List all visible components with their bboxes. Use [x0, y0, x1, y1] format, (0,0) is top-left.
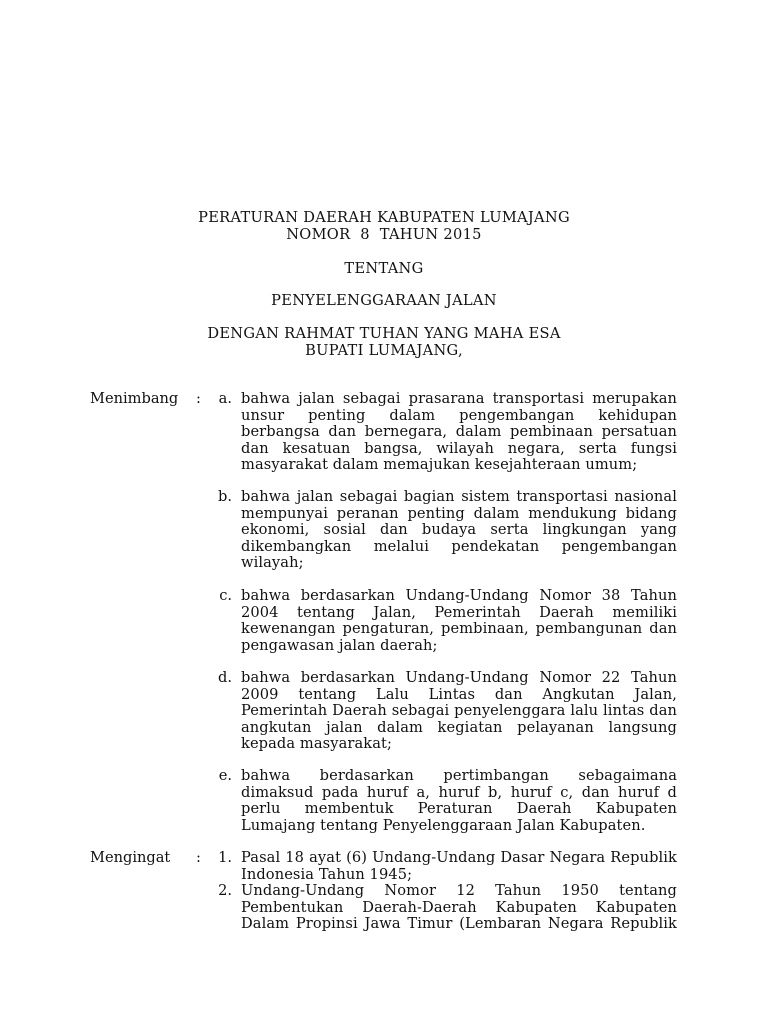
- menimbang-colon: :: [196, 390, 201, 407]
- item-text: Undang-Undang Nomor 12 Tahun 1950 tentang Pembentukan Daerah-Daerah Kabupaten Kabupaten Dalam Propinsi Jawa Timur (Lembaran Negara Republik: [241, 883, 677, 932]
- mengingat-label: Mengingat: [90, 849, 171, 866]
- item-text: bahwa jalan sebagai bagian sistem transportasi nasional mempunyai peranan penting dalam mendukung bidang ekonomi, sosial dan budaya serta lingkungan yang dikembangkan melalui pendekatan pengembangan wilayah;: [241, 488, 677, 571]
- item-text: Pasal 18 ayat (6) Undang-Undang Dasar Negara Republik Indonesia Tahun 1945;: [241, 849, 677, 883]
- item-text: bahwa jalan sebagai prasarana transportasi merupakan unsur penting dalam pengembangan kehidupan berbangsa dan bernegara, dalam pembinaan persatuan dan kesatuan bangsa, wilayah negara, serta fungsi masyarakat dalam memajukan kesejahteraan umum;: [241, 390, 677, 473]
- item-text: bahwa berdasarkan Undang-Undang Nomor 22 Tahun 2009 tentang Lalu Lintas dan Angkutan Jalan, Pemerintah Daerah sebagai penyelenggara lalu lintas dan angkutan jalan dalam kegiatan pelayanan langsung kepada masyarakat;: [241, 669, 677, 752]
- subject-label: PENYELENGGARAAN JALAN: [271, 292, 497, 309]
- item-marker: e.: [218, 767, 232, 784]
- item-marker: a.: [218, 390, 232, 407]
- subject-heading: [0, 292, 768, 309]
- item-marker: c.: [219, 587, 232, 604]
- item-text: bahwa berdasarkan pertimbangan sebagaimana dimaksud pada huruf a, huruf b, huruf c, dan huruf d perlu membentuk Peraturan Daerah Kabupaten Lumajang tentang Penyelenggaraan Jalan Kabupaten.: [241, 767, 677, 834]
- item-text: bahwa berdasarkan Undang-Undang Nomor 38 Tahun 2004 tentang Jalan, Pemerintah Daerah memiliki kewenangan pengaturan, pembinaan, pembangunan dan pengawasan jalan daerah;: [241, 587, 677, 654]
- mengingat-colon: :: [196, 849, 201, 866]
- regulation-number: NOMOR 8 TAHUN 2015: [286, 226, 482, 243]
- regulation-title-line: PERATURAN DAERAH KABUPATEN LUMAJANG: [198, 209, 570, 226]
- item-marker: 2.: [218, 882, 232, 899]
- tentang-heading: [0, 260, 768, 277]
- item-marker: d.: [218, 669, 232, 686]
- item-marker: 1.: [218, 849, 232, 866]
- item-marker: b.: [218, 488, 232, 505]
- tentang-label: TENTANG: [344, 260, 424, 277]
- menimbang-label: Menimbang: [90, 390, 179, 407]
- regulation-title: [0, 209, 768, 243]
- regent-line: BUPATI LUMAJANG,: [305, 342, 463, 359]
- invocation-heading: [0, 325, 768, 359]
- invocation-line: DENGAN RAHMAT TUHAN YANG MAHA ESA: [207, 325, 561, 342]
